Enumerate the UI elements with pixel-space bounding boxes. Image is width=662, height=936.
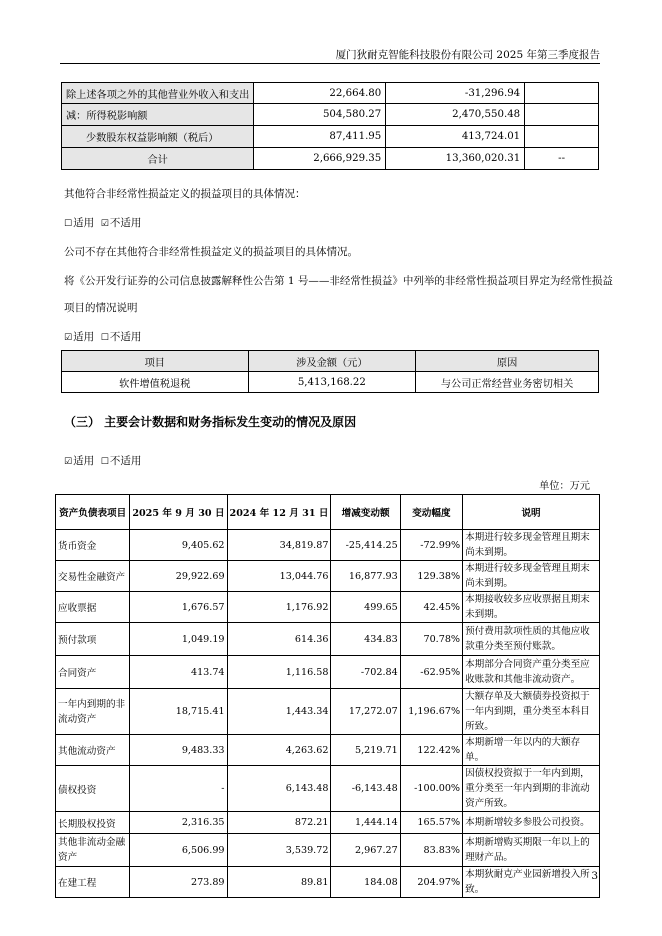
change-rate-cell: 1,196.67%	[400, 689, 462, 735]
checkbox-unchecked-icon: ☐	[100, 333, 109, 343]
change-rate-cell: 165.57%	[400, 812, 462, 834]
explanation-cell: 预付费用款项性质的其他应收款重分类至预付账款。	[463, 623, 600, 656]
value-2025-cell: 273.89	[130, 867, 227, 898]
change-rate-cell: -72.99%	[400, 530, 462, 561]
check-label: 适用	[73, 455, 95, 467]
row-label: 减：所得税影响额	[62, 104, 254, 126]
value-2025: 504,580.27	[254, 104, 386, 126]
change-cell: 5,219.71	[331, 735, 400, 766]
page-number: 3	[591, 870, 598, 882]
value-2024-cell: 872.21	[227, 812, 331, 834]
value-2024-cell: 1,116.58	[227, 656, 331, 689]
change-cell: 1,444.14	[331, 812, 400, 834]
table-row	[56, 561, 600, 592]
reclassified-items-table	[61, 350, 599, 393]
column-header: 涉及金额（元）	[248, 351, 416, 372]
check-label: 不适用	[109, 217, 142, 229]
checkbox-checked-icon: ☑	[64, 457, 73, 467]
paragraph-other-items: 其他符合非经常性损益定义的损益项目的具体情况：	[64, 188, 306, 200]
applicability-check-2	[64, 329, 141, 344]
value-2025-cell: 413.74	[130, 656, 227, 689]
column-header: 资产负债表项目	[56, 495, 130, 530]
explanation-cell: 大额存单及大额债券投资拟于一年内到期，重分类至本科目所致。	[463, 689, 600, 735]
value-2024-cell: 34,819.87	[227, 530, 331, 561]
change-cell: -25,414.25	[331, 530, 400, 561]
change-cell: -6,143.48	[331, 766, 400, 812]
unit-label: 单位：万元	[539, 481, 590, 492]
applicability-check-3	[64, 453, 141, 468]
value-2024-cell: 3,539.72	[227, 834, 331, 867]
item-cell: 长期股权投资	[56, 812, 130, 834]
value-2024-cell: 1,443.34	[227, 689, 331, 735]
value-2024: -31,296.94	[386, 83, 525, 104]
explanation-cell: 本期新增一年以内的大额存单。	[463, 735, 600, 766]
checkbox-unchecked-icon: ☐	[100, 457, 109, 467]
change-rate-cell: 70.78%	[400, 623, 462, 656]
value-2025-cell: -	[130, 766, 227, 812]
item-cell: 债权投资	[56, 766, 130, 812]
check-label: 不适用	[109, 455, 142, 467]
section-heading: （三） 主要会计数据和财务指标发生变动的情况及原因	[64, 415, 357, 429]
change-rate-cell: 83.83%	[400, 834, 462, 867]
table-row	[62, 104, 599, 126]
value-2024-cell: 13,044.76	[227, 561, 331, 592]
value-2024-cell: 1,176.92	[227, 592, 331, 623]
item-cell: 其他流动资产	[56, 735, 130, 766]
table-row	[56, 530, 600, 561]
item-cell: 一年内到期的非流动资产	[56, 689, 130, 735]
table-row	[56, 834, 600, 867]
reason-cell: 与公司正常经营业务密切相关	[416, 372, 599, 393]
value-2025: 87,411.95	[254, 126, 386, 148]
row-note	[525, 126, 599, 148]
value-2025-cell: 1,676.57	[130, 592, 227, 623]
page-header: 厦门狄耐克智能科技股份有限公司 2025 年第三季度报告	[335, 49, 600, 61]
column-header: 变动幅度	[400, 495, 462, 530]
check-label: 适用	[73, 331, 95, 343]
explanation-cell: 本期部分合同资产重分类至应收账款和其他非流动资产。	[463, 656, 600, 689]
paragraph-reclassification: 将《公开发行证券的公司信息披露解释性公告第 1 号——非经常性损益》中列举的非经常性损益项目界定为经常性损益	[64, 275, 613, 287]
value-2024: 13,360,020.31	[386, 148, 525, 170]
column-header: 原因	[416, 351, 599, 372]
change-cell: 499.65	[331, 592, 400, 623]
applicability-check-1	[64, 215, 141, 230]
change-rate-cell: 129.38%	[400, 561, 462, 592]
explanation-cell: 本期新增较多参股公司投资。	[463, 812, 600, 834]
value-2024: 413,724.01	[386, 126, 525, 148]
row-note	[525, 104, 599, 126]
explanation-cell: 本期新增购买期限一年以上的理财产品。	[463, 834, 600, 867]
change-cell: 2,967.27	[331, 834, 400, 867]
paragraph-no-other-items: 公司不存在其他符合非经常性损益定义的损益项目的具体情况。	[64, 246, 358, 258]
change-cell: -702.84	[331, 656, 400, 689]
item-cell: 预付款项	[56, 623, 130, 656]
table-row	[56, 592, 600, 623]
value-2025: 2,666,929.35	[254, 148, 386, 170]
column-header: 项目	[62, 351, 249, 372]
check-label: 适用	[73, 217, 95, 229]
item-cell: 合同资产	[56, 656, 130, 689]
explanation-cell: 因债权投资拟于一年内到期，重分类至一年内到期的非流动资产所致。	[463, 766, 600, 812]
table-row	[62, 126, 599, 148]
table-row	[56, 735, 600, 766]
change-rate-cell: -100.00%	[400, 766, 462, 812]
table-row	[62, 83, 599, 104]
table-header-row	[62, 351, 599, 372]
check-label: 不适用	[109, 331, 142, 343]
value-2024-cell: 6,143.48	[227, 766, 331, 812]
table-row	[62, 372, 599, 393]
header-rule	[60, 63, 600, 64]
explanation-cell: 本期狄耐克产业园新增投入所致。	[463, 867, 600, 898]
table-row	[56, 689, 600, 735]
change-cell: 184.08	[331, 867, 400, 898]
column-header: 2024 年 12 月 31 日	[227, 495, 331, 530]
explanation-cell: 本期进行较多现金管理且期末尚未到期。	[463, 561, 600, 592]
value-2025-cell: 1,049.19	[130, 623, 227, 656]
change-rate-cell: 122.42%	[400, 735, 462, 766]
value-2025-cell: 2,316.35	[130, 812, 227, 834]
row-label: 除上述各项之外的其他营业外收入和支出	[62, 83, 254, 104]
row-note	[525, 83, 599, 104]
table-row	[56, 812, 600, 834]
item-cell: 在建工程	[56, 867, 130, 898]
checkbox-unchecked-icon: ☐	[64, 219, 73, 229]
item-cell: 交易性金融资产	[56, 561, 130, 592]
explanation-cell: 本期接收较多应收票据且期末未到期。	[463, 592, 600, 623]
change-cell: 17,272.07	[331, 689, 400, 735]
item-cell: 其他非流动金融资产	[56, 834, 130, 867]
value-2024-cell: 89.81	[227, 867, 331, 898]
value-2025-cell: 29,922.69	[130, 561, 227, 592]
change-rate-cell: 42.45%	[400, 592, 462, 623]
change-cell: 434.83	[331, 623, 400, 656]
value-2025-cell: 18,715.41	[130, 689, 227, 735]
item-cell: 软件增值税退税	[62, 372, 249, 393]
row-label: 合计	[62, 148, 254, 170]
change-cell: 16,877.93	[331, 561, 400, 592]
explanation-cell: 本期进行较多现金管理且期末尚未到期。	[463, 530, 600, 561]
row-note: --	[525, 148, 599, 170]
row-label: 少数股东权益影响额（税后）	[62, 126, 254, 148]
item-cell: 货币资金	[56, 530, 130, 561]
value-2025-cell: 6,506.99	[130, 834, 227, 867]
table-row	[56, 656, 600, 689]
item-cell: 应收票据	[56, 592, 130, 623]
change-rate-cell: -62.95%	[400, 656, 462, 689]
value-2024-cell: 614.36	[227, 623, 331, 656]
value-2024: 2,470,550.48	[386, 104, 525, 126]
table-row	[62, 148, 599, 170]
checkbox-checked-icon: ☑	[64, 333, 73, 343]
amount-cell: 5,413,168.22	[248, 372, 416, 393]
column-header: 2025 年 9 月 30 日	[130, 495, 227, 530]
table-row	[56, 867, 600, 898]
paragraph-reclassification-cont: 项目的情况说明	[64, 302, 138, 314]
change-rate-cell: 204.97%	[400, 867, 462, 898]
value-2025: 22,664.80	[254, 83, 386, 104]
column-header: 增减变动额	[331, 495, 400, 530]
checkbox-checked-icon: ☑	[100, 219, 109, 229]
column-header: 说明	[463, 495, 600, 530]
table-row	[56, 766, 600, 812]
table-row	[56, 623, 600, 656]
value-2024-cell: 4,263.62	[227, 735, 331, 766]
non-recurring-table	[61, 82, 599, 170]
value-2025-cell: 9,483.33	[130, 735, 227, 766]
table-header-row	[56, 495, 600, 530]
balance-sheet-changes-table	[55, 494, 600, 898]
value-2025-cell: 9,405.62	[130, 530, 227, 561]
